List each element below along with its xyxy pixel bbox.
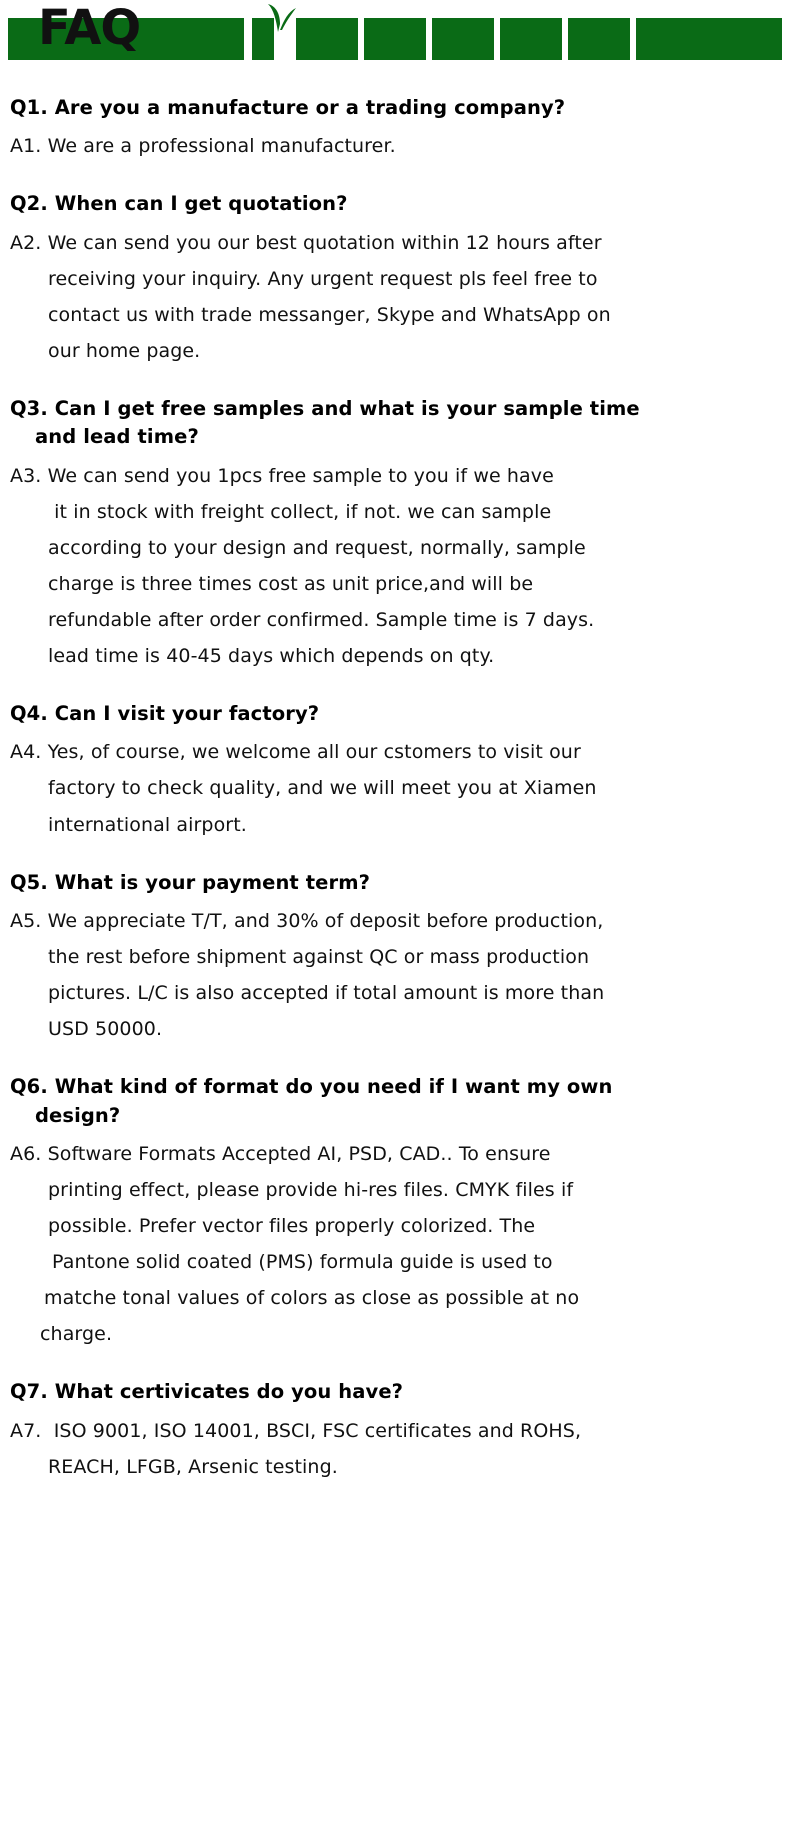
faq-answer xyxy=(10,458,778,675)
faq-answer xyxy=(10,903,778,1047)
faq-question-line: Q7. What certivicates do you have? xyxy=(10,1380,404,1404)
faq-answer-line: charge. xyxy=(40,1323,113,1346)
faq-answer-line: factory to check quality, and we will meet you at Xiamen xyxy=(48,777,597,800)
faq-question-line: and lead time? xyxy=(35,425,199,449)
faq-answer-line: A1. We are a professional manufacturer. xyxy=(10,135,396,158)
faq-answer-line: contact us with trade messanger, Skype and WhatsApp on xyxy=(48,303,611,326)
faq-question xyxy=(10,1378,778,1406)
faq-question-line: Q4. Can I visit your factory? xyxy=(10,702,320,726)
faq-question-line: Q6. What kind of format do you need if I want my own xyxy=(10,1075,613,1099)
faq-answer-line: according to your design and request, normally, sample xyxy=(48,536,586,559)
faq-answer-line: A7. ISO 9001, ISO 14001, BSCI, FSC certificates and ROHS, xyxy=(10,1419,582,1442)
faq-list xyxy=(0,72,790,1541)
faq-answer-line: lead time is 40-45 days which depends on qty. xyxy=(48,645,495,667)
faq-answer xyxy=(10,225,778,369)
faq-answer-line: it in stock with freight collect, if not. we can sample xyxy=(48,500,552,523)
faq-answer-line: international airport. xyxy=(48,813,247,836)
page-header xyxy=(0,0,790,72)
faq-answer-line: matche tonal values of colors as close as possible at no xyxy=(44,1287,580,1310)
faq-answer-line: receiving your inquiry. Any urgent request pls feel free to xyxy=(48,267,598,290)
faq-answer-line: pictures. L/C is also accepted if total amount is more than xyxy=(48,982,605,1005)
faq-question-line: Q1. Are you a manufacture or a trading company? xyxy=(10,96,566,119)
faq-question xyxy=(10,1073,778,1130)
faq-question xyxy=(10,700,778,728)
faq-answer-line: USD 50000. xyxy=(48,1018,163,1041)
faq-answer-line: A2. We can send you our best quotation within 12 hours after xyxy=(10,231,602,254)
faq-answer-line: charge is three times cost as unit price,and will be xyxy=(48,572,534,595)
faq-item xyxy=(10,700,778,843)
faq-answer-line: Pantone solid coated (PMS) formula guide is used to xyxy=(52,1251,553,1274)
faq-item xyxy=(10,190,778,369)
faq-item xyxy=(10,94,778,164)
faq-item xyxy=(10,1073,778,1352)
faq-answer-line: refundable after order confirmed. Sample time is 7 days. xyxy=(48,608,595,631)
faq-answer-line: possible. Prefer vector files properly colorized. The xyxy=(48,1215,536,1237)
faq-answer-line: A3. We can send you 1pcs free sample to you if we have xyxy=(10,464,554,487)
faq-answer-line: A6. Software Formats Accepted AI, PSD, CAD.. To ensure xyxy=(10,1142,551,1165)
leaf-icon xyxy=(260,2,300,32)
faq-question-line: Q2. When can I get quotation? xyxy=(10,192,348,216)
page-title: FAQ xyxy=(38,0,141,56)
faq-item xyxy=(10,869,778,1048)
faq-answer-line: our home page. xyxy=(48,339,201,362)
faq-answer xyxy=(10,1413,778,1485)
faq-answer xyxy=(10,128,778,164)
faq-answer-line: A4. Yes, of course, we welcome all our cstomers to visit our xyxy=(10,741,581,764)
faq-answer-line: A5. We appreciate T/T, and 30% of deposit before production, xyxy=(10,909,604,932)
faq-question xyxy=(10,869,778,897)
faq-answer xyxy=(10,734,778,842)
faq-answer-line: REACH, LFGB, Arsenic testing. xyxy=(48,1455,338,1478)
faq-question-line: design? xyxy=(35,1103,121,1127)
faq-question-line: Q3. Can I get free samples and what is your sample time xyxy=(10,397,640,420)
faq-answer-line: printing effect, please provide hi-res files. CMYK files if xyxy=(48,1178,574,1201)
faq-question-line: Q5. What is your payment term? xyxy=(10,870,371,894)
faq-question xyxy=(10,94,778,122)
faq-answer xyxy=(10,1136,778,1353)
faq-answer-line: the rest before shipment against QC or mass production xyxy=(48,946,590,968)
faq-question xyxy=(10,395,778,452)
faq-item xyxy=(10,1378,778,1484)
faq-item xyxy=(10,395,778,674)
faq-question xyxy=(10,190,778,218)
